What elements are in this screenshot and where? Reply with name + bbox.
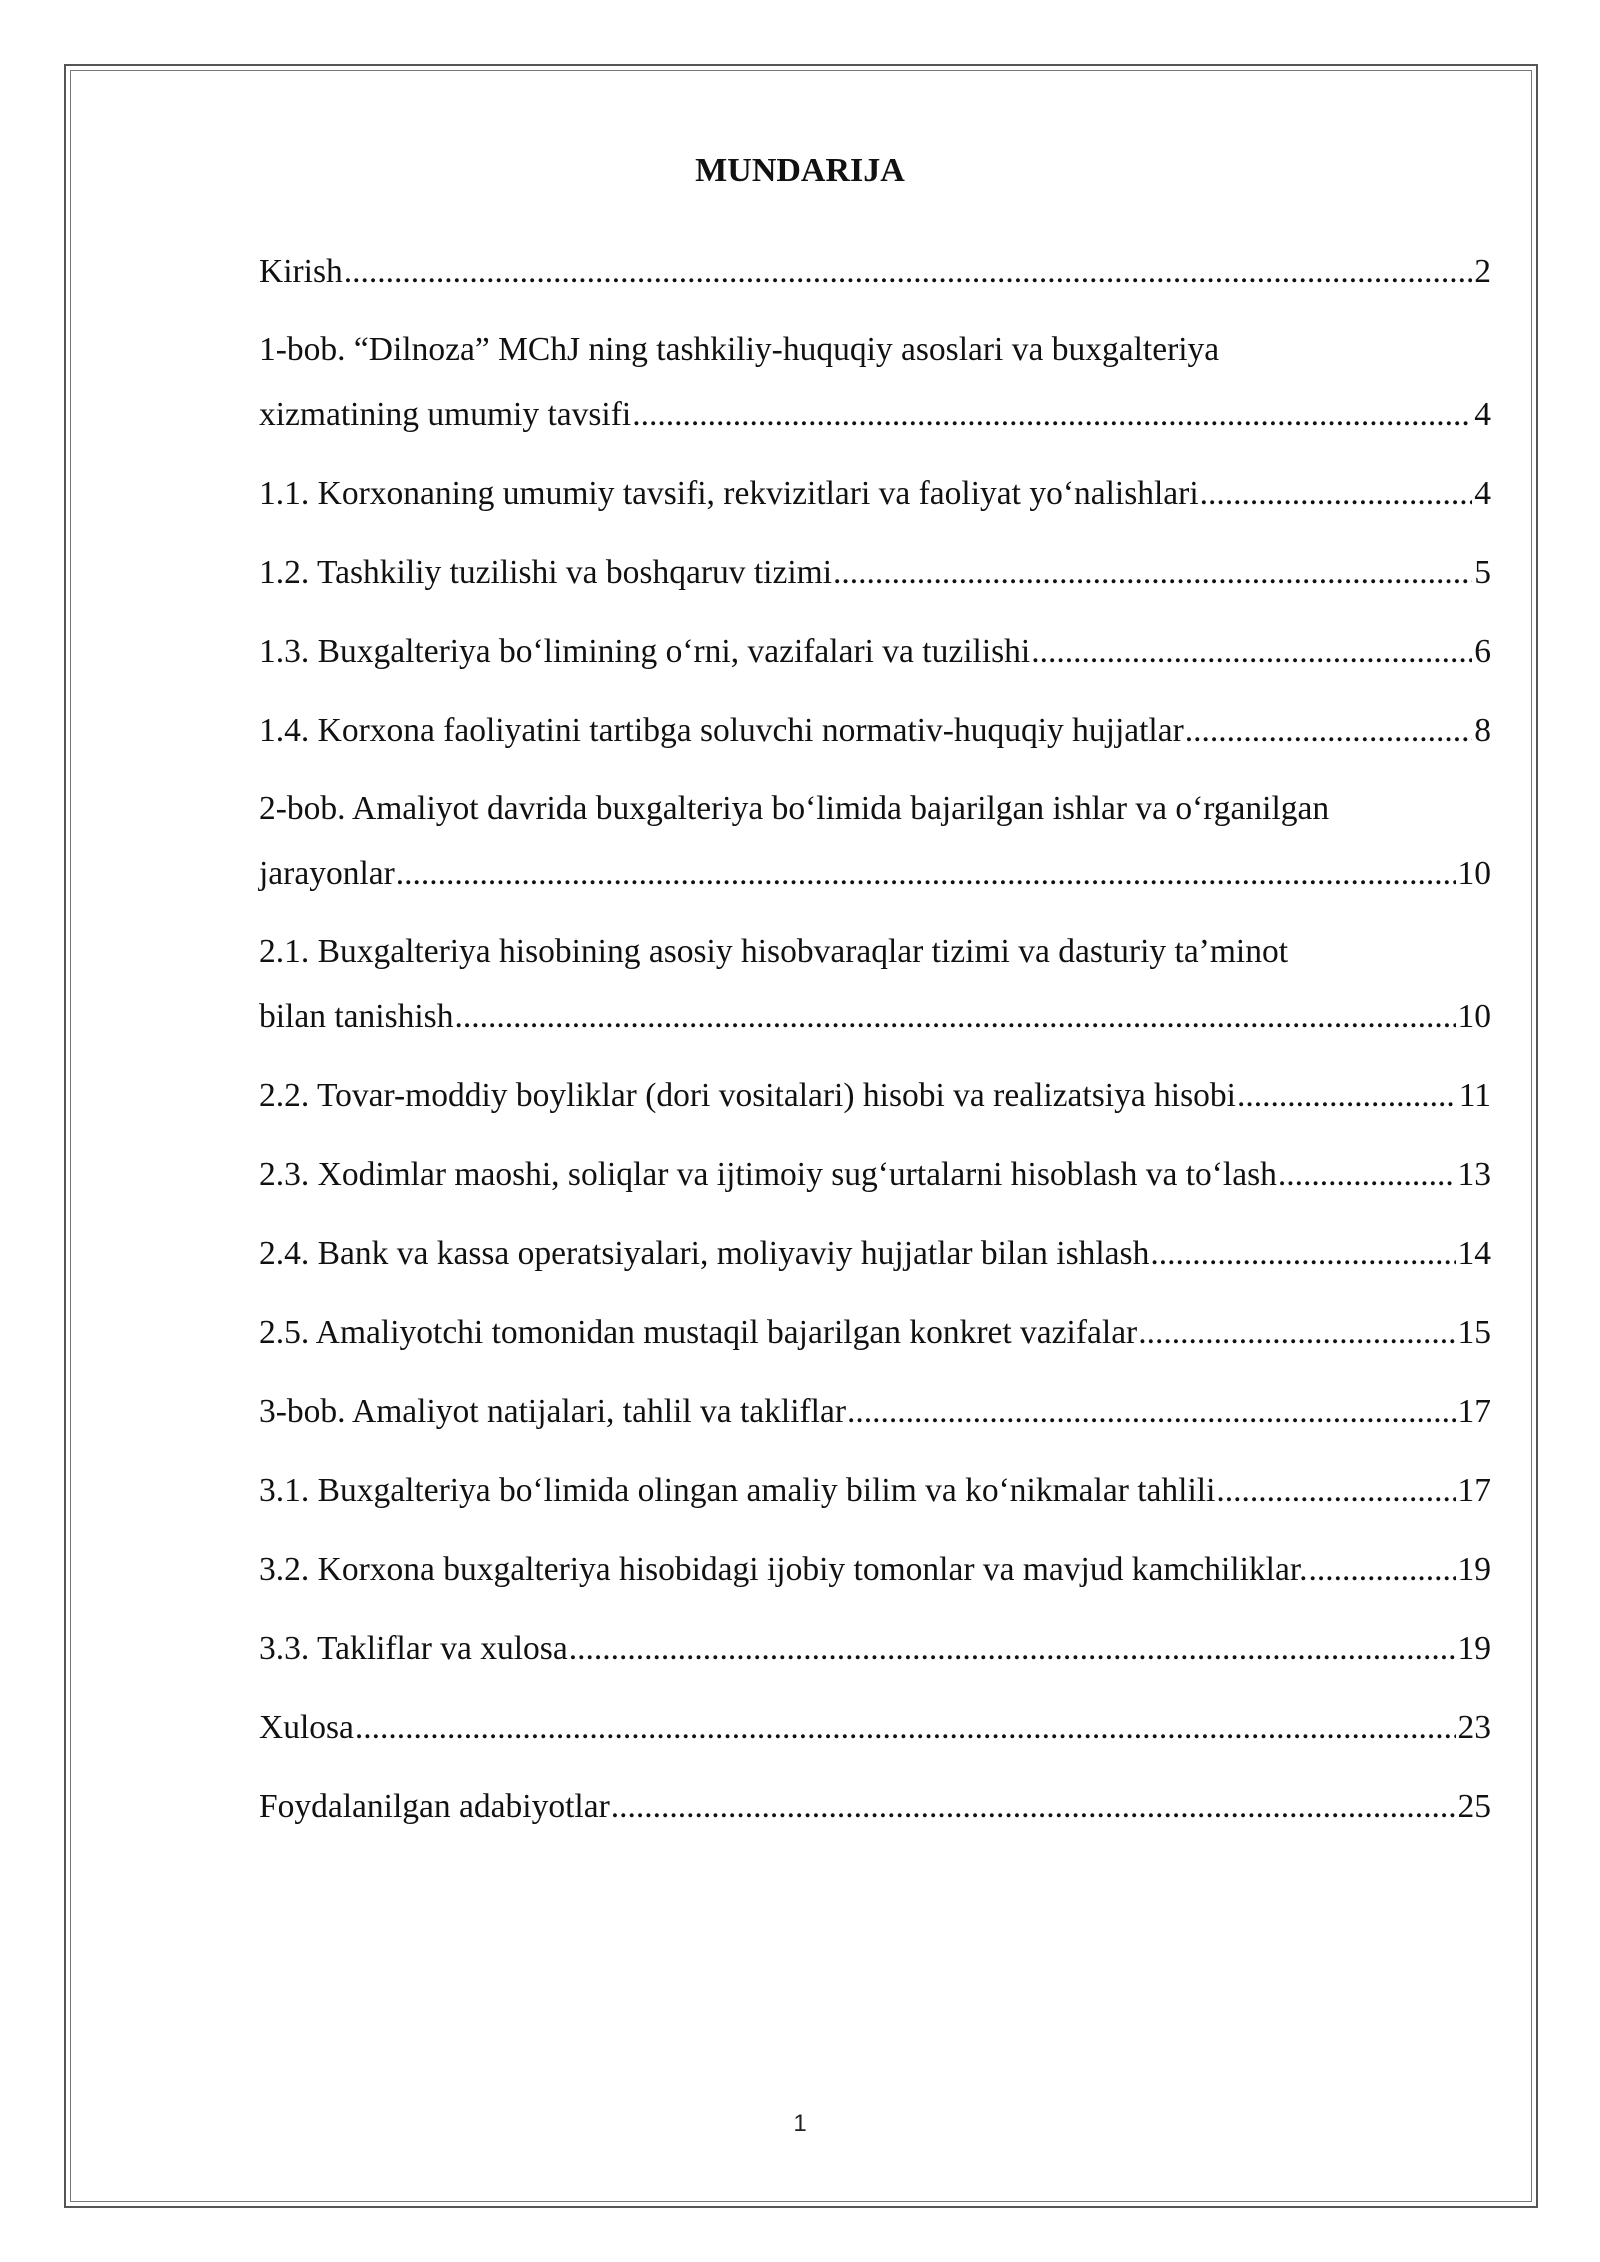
toc-entry-page: 14 — [1457, 1235, 1491, 1272]
page-number: 1 — [793, 2110, 807, 2137]
toc-entry-1-1[interactable] — [259, 474, 1491, 514]
toc-entry-label: Kirish — [259, 253, 343, 290]
toc-entry-label: 1.2. Tashkiliy tuzilishi va boshqaruv tizimi — [259, 554, 833, 591]
toc-entry-page: 17 — [1457, 1393, 1491, 1430]
toc-entry-label: xizmatining umumiy tavsifi — [259, 396, 632, 433]
dot-leader — [1237, 1076, 1457, 1116]
toc-entry-2-1[interactable] — [259, 932, 1491, 1037]
toc-entry-label: 3-bob. Amaliyot natijalari, tahlil va takliflar — [259, 1393, 847, 1430]
toc-entry-label: 1.1. Korxonaning umumiy tavsifi, rekvizitlari va faoliyat yo‘nalishlari — [259, 475, 1199, 512]
toc-entry-page: 10 — [1457, 998, 1491, 1035]
toc-entry-page: 13 — [1457, 1156, 1491, 1193]
toc-entry-label: 2.5. Amaliyotchi tomonidan mustaqil bajarilgan konkret vazifalar — [259, 1314, 1138, 1351]
toc-entry-page: 2 — [1474, 253, 1491, 290]
toc-entry-1-4[interactable] — [259, 711, 1491, 751]
toc-entry-1-3[interactable] — [259, 632, 1491, 672]
toc-entry-label: 1.4. Korxona faoliyatini tartibga soluvchi normativ-huquqiy hujjatlar — [259, 712, 1184, 749]
toc-entry-page: 15 — [1457, 1314, 1491, 1351]
table-of-contents — [259, 240, 1491, 1827]
toc-entry-page: 11 — [1458, 1077, 1491, 1114]
dot-leader — [833, 553, 1472, 593]
toc-entry-label-line1: 1-bob. “Dilnoza” MChJ ning tashkiliy-huquqiy asoslari va buxgalteriya — [259, 331, 1220, 368]
dot-leader — [1138, 1313, 1455, 1353]
dot-leader — [1278, 1155, 1456, 1195]
toc-entry-page: 10 — [1457, 855, 1491, 892]
dot-leader — [1150, 1234, 1455, 1274]
toc-entry-page: 23 — [1457, 1709, 1491, 1746]
toc-entry-page: 4 — [1474, 475, 1491, 512]
toc-entry-label: 2.2. Tovar-moddiy boyliklar (dori vositalari) hisobi va realizatsiya hisobi — [259, 1077, 1236, 1114]
toc-entry-page: 17 — [1457, 1472, 1491, 1509]
toc-entry-label: 3.2. Korxona buxgalteriya hisobidagi ijobiy tomonlar va mavjud kamchiliklar. — [259, 1551, 1308, 1588]
toc-entry-label: jarayonlar — [259, 855, 395, 892]
dot-leader — [611, 1787, 1456, 1827]
toc-entry-label: 2.3. Xodimlar maoshi, soliqlar va ijtimoiy sug‘urtalarni hisoblash va to‘lash — [259, 1156, 1277, 1193]
dot-leader — [1185, 711, 1472, 751]
toc-entry-3-2[interactable] — [259, 1550, 1491, 1590]
dot-leader — [1309, 1550, 1456, 1590]
dot-leader — [355, 1708, 1456, 1748]
toc-entry-label-line1: 2.1. Buxgalteriya hisobining asosiy hisobvaraqlar tizimi va dasturiy ta’minot — [259, 933, 1289, 970]
toc-entry-label: 3.1. Buxgalteriya bo‘limida olingan amaliy bilim va ko‘nikmalar tahlili — [259, 1472, 1216, 1509]
toc-entry-3-1[interactable] — [259, 1471, 1491, 1511]
dot-leader — [1200, 474, 1473, 514]
toc-entry-chapter-3[interactable] — [259, 1392, 1491, 1432]
toc-entry-label: bilan tanishish — [259, 998, 454, 1035]
toc-entry-kirish[interactable] — [259, 252, 1491, 292]
dot-leader — [1031, 632, 1472, 672]
toc-entry-2-4[interactable] — [259, 1234, 1491, 1274]
toc-entry-label: 1.3. Buxgalteriya bo‘limining o‘rni, vazifalari va tuzilishi — [259, 633, 1031, 670]
dot-leader — [1216, 1471, 1455, 1511]
toc-entry-bibliography[interactable] — [259, 1787, 1491, 1827]
toc-entry-page: 8 — [1474, 712, 1491, 749]
dot-leader — [396, 854, 1456, 894]
toc-entry-page: 5 — [1474, 554, 1491, 591]
dot-leader — [569, 1629, 1456, 1669]
toc-entry-chapter-1[interactable] — [259, 330, 1491, 435]
toc-entry-page: 4 — [1474, 396, 1491, 433]
toc-entry-label: 3.3. Takliflar va xulosa — [259, 1630, 568, 1667]
toc-entry-chapter-2[interactable] — [259, 789, 1491, 894]
toc-entry-label-line1: 2-bob. Amaliyot davrida buxgalteriya bo‘limida bajarilgan ishlar va o‘rganilgan — [259, 790, 1330, 827]
dot-leader — [847, 1392, 1455, 1432]
dot-leader — [454, 997, 1455, 1037]
toc-entry-xulosa[interactable] — [259, 1708, 1491, 1748]
toc-entry-label: Foydalanilgan adabiyotlar — [259, 1788, 610, 1825]
dot-leader — [632, 395, 1472, 435]
toc-entry-page: 25 — [1457, 1788, 1491, 1825]
toc-entry-2-3[interactable] — [259, 1155, 1491, 1195]
toc-entry-page: 19 — [1457, 1630, 1491, 1667]
page-title: MUNDARIJA — [695, 152, 905, 189]
toc-entry-page: 6 — [1474, 633, 1491, 670]
toc-entry-2-2[interactable] — [259, 1076, 1491, 1116]
toc-entry-label: Xulosa — [259, 1709, 354, 1746]
toc-entry-2-5[interactable] — [259, 1313, 1491, 1353]
toc-entry-1-2[interactable] — [259, 553, 1491, 593]
toc-entry-3-3[interactable] — [259, 1629, 1491, 1669]
toc-entry-label: 2.4. Bank va kassa operatsiyalari, moliyaviy hujjatlar bilan ishlash — [259, 1235, 1150, 1272]
toc-entry-page: 19 — [1457, 1551, 1491, 1588]
dot-leader — [344, 252, 1473, 292]
